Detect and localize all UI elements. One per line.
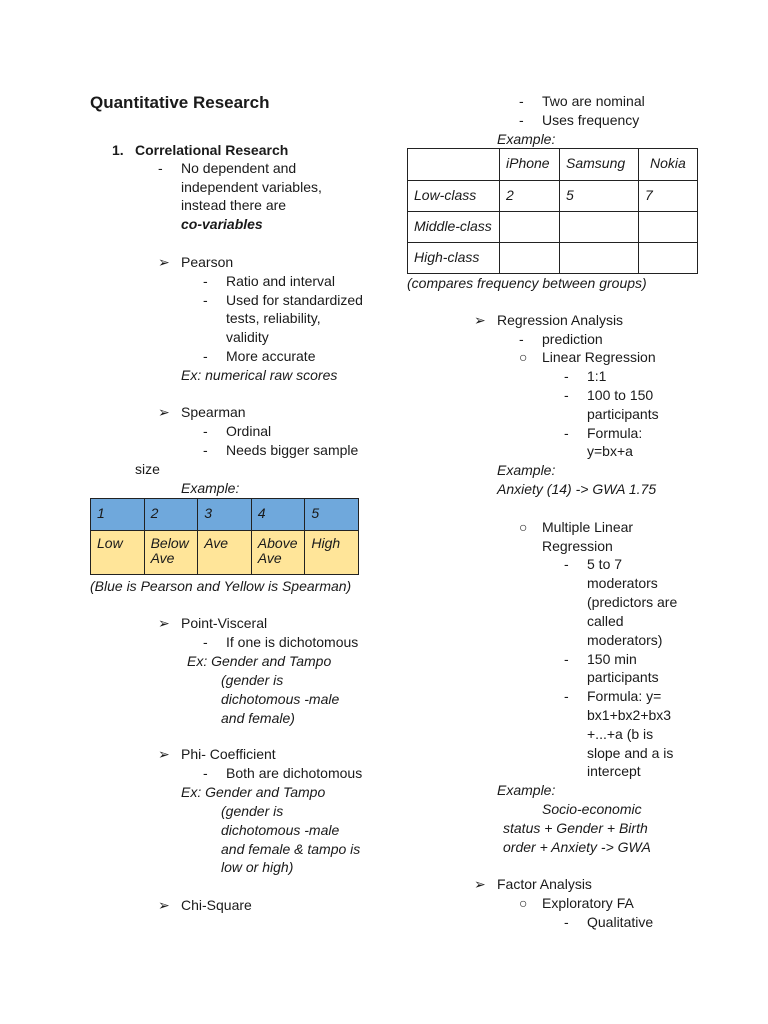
text-line: 5 to 7 xyxy=(587,556,623,572)
text-line: Used for standardized xyxy=(226,292,363,308)
table-cell: 1 xyxy=(91,499,145,531)
text-line: 100 to 150 xyxy=(587,387,654,403)
text-line: y=bx+a xyxy=(587,443,633,459)
dash-bullet: - xyxy=(203,292,208,308)
table-cell xyxy=(639,243,698,274)
text-line: No dependent and xyxy=(181,160,297,176)
table-cell: Low xyxy=(91,531,145,575)
dash-bullet: - xyxy=(519,331,524,347)
dash-bullet: - xyxy=(564,387,569,403)
table-cell xyxy=(500,243,560,274)
dash-bullet: - xyxy=(158,160,163,176)
text-line: Formula: xyxy=(587,425,643,441)
subheading-chi-square: Chi-Square xyxy=(181,897,252,913)
arrow-bullet-icon: ➢ xyxy=(158,615,170,631)
subheading-exploratory-fa: Exploratory FA xyxy=(542,895,634,911)
subheading-pearson: Pearson xyxy=(181,254,234,270)
dash-bullet: - xyxy=(203,634,208,650)
subheading-point-visceral: Point-Visceral xyxy=(181,615,268,631)
text-line: called xyxy=(587,613,624,629)
text-line: Both are dichotomous xyxy=(226,765,363,781)
text-line: Ratio and interval xyxy=(226,273,335,289)
text-line: Formula: y= xyxy=(587,688,662,704)
example-text: Socio-economic xyxy=(542,801,642,817)
table-cell: 5 xyxy=(560,181,639,212)
circle-bullet-icon: ○ xyxy=(519,895,528,911)
dash-bullet: - xyxy=(564,368,569,384)
arrow-bullet-icon: ➢ xyxy=(158,746,170,762)
example-text: low or high) xyxy=(221,859,294,875)
table-cell xyxy=(560,243,639,274)
text-line: 1:1 xyxy=(587,368,607,384)
example-text: and female & tampo is xyxy=(221,841,361,857)
text-line: If one is dichotomous xyxy=(226,634,359,650)
example-text: (gender is xyxy=(221,803,284,819)
example-text: Ex: Gender and Tampo xyxy=(187,653,332,669)
subheading-linear-regression: Linear Regression xyxy=(542,349,656,365)
table-cell: 5 xyxy=(305,499,359,531)
text-line: prediction xyxy=(542,331,603,347)
dash-bullet: - xyxy=(564,651,569,667)
table-caption: (Blue is Pearson and Yellow is Spearman) xyxy=(90,578,352,594)
example-label: Example: xyxy=(497,462,556,478)
text-line: Two are nominal xyxy=(542,93,645,109)
example-text: Anxiety (14) -> GWA 1.75 xyxy=(497,481,657,497)
table-header-cell: Nokia xyxy=(639,149,698,181)
text-line: participants xyxy=(587,669,659,685)
subheading-spearman: Spearman xyxy=(181,404,246,420)
example-text: status + Gender + Birth xyxy=(503,820,648,836)
example-text: Ex: numerical raw scores xyxy=(181,367,338,383)
table-cell: Middle-class xyxy=(408,212,500,243)
text-line: size xyxy=(135,461,160,477)
table-header-cell: Samsung xyxy=(560,149,639,181)
text-line: Ordinal xyxy=(226,423,272,439)
subheading-multiple-linear-regression: Regression xyxy=(542,538,613,554)
table-row xyxy=(91,531,359,575)
dash-bullet: - xyxy=(203,423,208,439)
text-line: moderators) xyxy=(587,632,663,648)
example-label: Example: xyxy=(497,131,556,147)
table-row xyxy=(408,181,698,212)
table-cell: 2 xyxy=(500,181,560,212)
text-line: bx1+bx2+bx3 xyxy=(587,707,672,723)
table-header-row xyxy=(408,149,698,181)
arrow-bullet-icon: ➢ xyxy=(158,404,170,420)
table-cell: 4 xyxy=(251,499,305,531)
table-cell: Above Ave xyxy=(251,531,305,575)
text-line: 150 min xyxy=(587,651,637,667)
text-line: +...+a (b is xyxy=(587,726,654,742)
example-text: dichotomous -male xyxy=(221,691,340,707)
text-line: participants xyxy=(587,406,659,422)
dash-bullet: - xyxy=(564,914,569,930)
circle-bullet-icon: ○ xyxy=(519,349,528,365)
example-text: order + Anxiety -> GWA xyxy=(503,839,651,855)
page-title: Quantitative Research xyxy=(90,93,270,112)
arrow-bullet-icon: ➢ xyxy=(158,897,170,913)
table-cell: 3 xyxy=(198,499,252,531)
arrow-bullet-icon: ➢ xyxy=(474,312,486,328)
text-line: intercept xyxy=(587,763,641,779)
table-cell: Low-class xyxy=(408,181,500,212)
dash-bullet: - xyxy=(519,112,524,128)
text-line: (predictors are xyxy=(587,594,678,610)
dash-bullet: - xyxy=(203,765,208,781)
frequency-table xyxy=(407,148,698,274)
subheading-factor-analysis: Factor Analysis xyxy=(497,876,592,892)
text-line: Uses frequency xyxy=(542,112,640,128)
dash-bullet: - xyxy=(203,348,208,364)
text-line: independent variables, xyxy=(181,179,322,195)
section-heading-correlational: Correlational Research xyxy=(135,142,289,158)
example-text: dichotomous -male xyxy=(221,822,340,838)
table-row xyxy=(91,499,359,531)
text-line: co-variables xyxy=(181,216,263,232)
scale-table xyxy=(90,498,359,575)
example-text: and female) xyxy=(221,710,295,726)
table-caption: (compares frequency between groups) xyxy=(407,275,647,291)
circle-bullet-icon: ○ xyxy=(519,519,528,535)
table-cell: High-class xyxy=(408,243,500,274)
text-line: instead there are xyxy=(181,197,287,213)
table-row xyxy=(408,243,698,274)
table-header-cell xyxy=(408,149,500,181)
text-line: moderators xyxy=(587,575,658,591)
table-cell: 2 xyxy=(144,499,198,531)
text-line: validity xyxy=(226,329,269,345)
text-line: slope and a is xyxy=(587,745,674,761)
example-text: (gender is xyxy=(221,672,284,688)
list-number: 1. xyxy=(112,142,124,158)
table-cell: Below Ave xyxy=(144,531,198,575)
dash-bullet: - xyxy=(564,556,569,572)
table-cell: High xyxy=(305,531,359,575)
dash-bullet: - xyxy=(203,273,208,289)
dash-bullet: - xyxy=(564,688,569,704)
table-row xyxy=(408,212,698,243)
subheading-multiple-linear-regression: Multiple Linear xyxy=(542,519,634,535)
table-header-cell: iPhone xyxy=(500,149,560,181)
text-line: Qualitative xyxy=(587,914,654,930)
arrow-bullet-icon: ➢ xyxy=(474,876,486,892)
table-cell: Ave xyxy=(198,531,252,575)
arrow-bullet-icon: ➢ xyxy=(158,254,170,270)
text-line: More accurate xyxy=(226,348,316,364)
dash-bullet: - xyxy=(519,93,524,109)
example-label: Example: xyxy=(497,782,556,798)
example-text: Ex: Gender and Tampo xyxy=(181,784,326,800)
subheading-phi: Phi- Coefficient xyxy=(181,746,276,762)
table-cell xyxy=(639,212,698,243)
text-line: Needs bigger sample xyxy=(226,442,359,458)
subheading-regression: Regression Analysis xyxy=(497,312,624,328)
table-cell: 7 xyxy=(639,181,698,212)
table-cell xyxy=(500,212,560,243)
dash-bullet: - xyxy=(564,425,569,441)
table-cell xyxy=(560,212,639,243)
dash-bullet: - xyxy=(203,442,208,458)
text-line: tests, reliability, xyxy=(226,310,321,326)
example-label: Example: xyxy=(181,480,240,496)
